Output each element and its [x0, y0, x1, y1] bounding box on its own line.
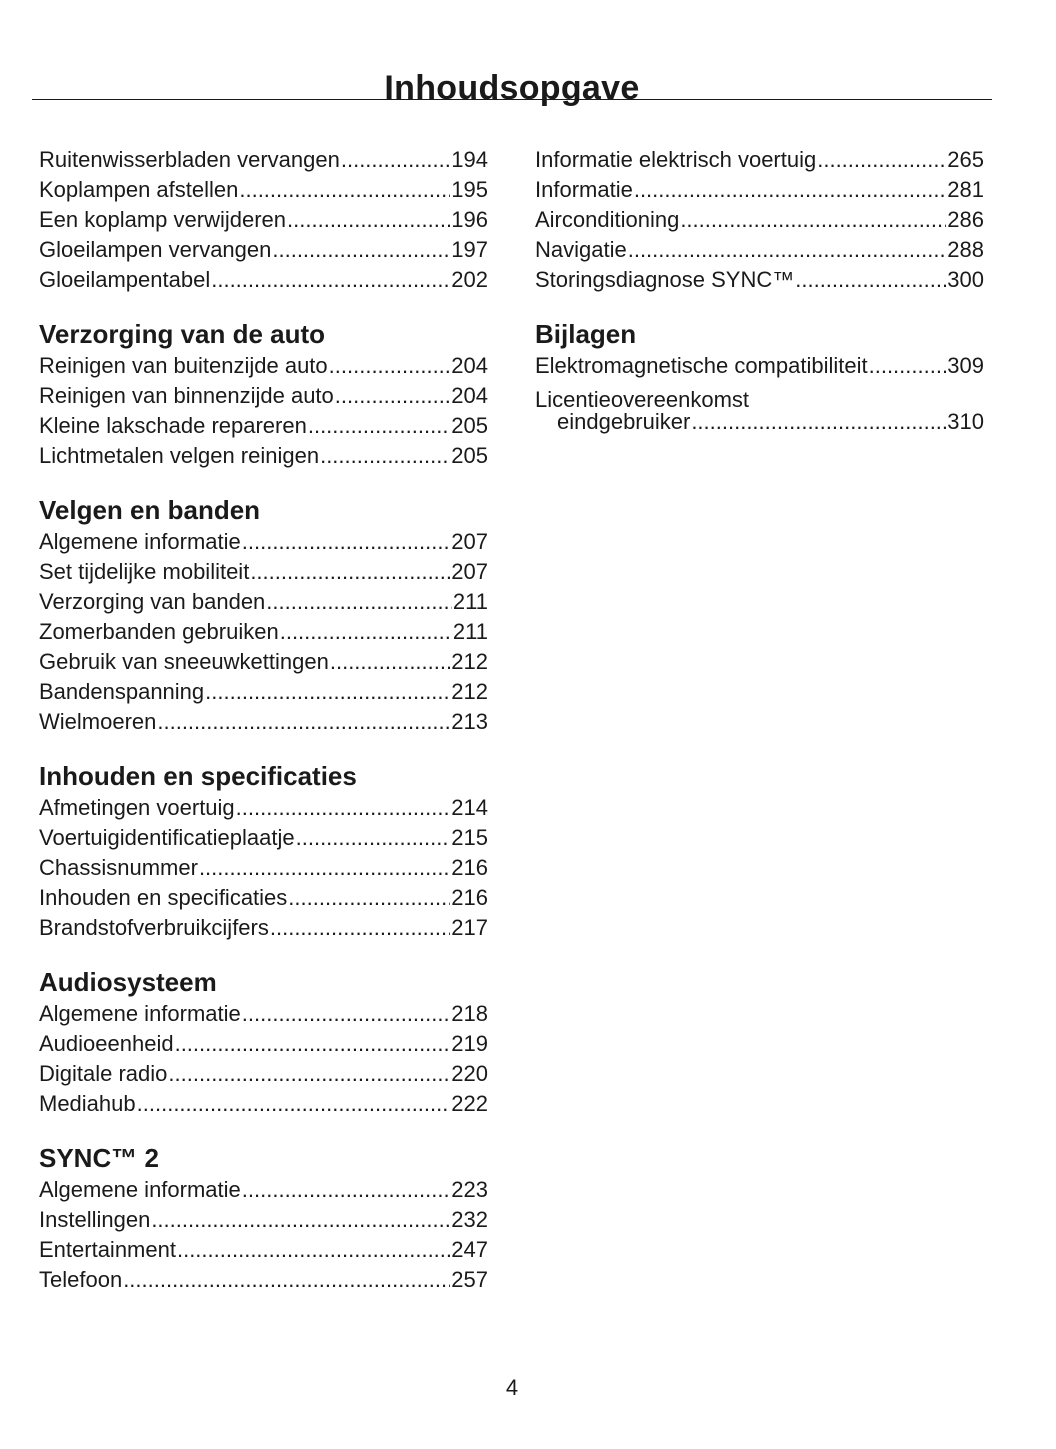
toc-entry[interactable]: Elektromagnetische compatibiliteit ..... 309	[535, 351, 984, 381]
toc-left-column	[39, 145, 488, 1317]
toc-section-verzorging	[39, 317, 488, 471]
page-number: 4	[505, 1375, 519, 1400]
dot-leader	[123, 1265, 450, 1295]
dot-leader	[205, 677, 450, 707]
toc-entry[interactable]: Kleine lakschade repareren ..... 205	[39, 411, 488, 441]
dot-leader	[177, 1235, 450, 1265]
dot-leader	[680, 205, 946, 235]
dot-leader	[817, 145, 946, 175]
toc-section-velgen	[39, 493, 488, 737]
toc-entry[interactable]: Wielmoeren ..... 213	[39, 707, 488, 737]
toc-entry[interactable]: Navigatie ..... 288	[535, 235, 984, 265]
dot-leader	[236, 793, 451, 823]
dot-leader	[157, 707, 450, 737]
page-title: Inhoudsopgave	[384, 68, 640, 107]
dot-leader	[869, 351, 947, 381]
toc-entry[interactable]: Gloeilampentabel ..... 202	[39, 265, 488, 295]
dot-leader	[280, 617, 452, 647]
dot-leader	[168, 1059, 450, 1089]
dot-leader	[296, 823, 451, 853]
toc-intro-list	[39, 145, 488, 295]
toc-entry[interactable]: Bandenspanning ..... 212	[39, 677, 488, 707]
toc-entry[interactable]: Algemene informatie ..... 218	[39, 999, 488, 1029]
toc-section-audio	[39, 965, 488, 1119]
dot-leader	[320, 441, 450, 471]
dot-leader	[137, 1089, 451, 1119]
toc-entry[interactable]: Storingsdiagnose SYNC™ ..... 300	[535, 265, 984, 295]
dot-leader	[151, 1205, 450, 1235]
toc-entry[interactable]: Gloeilampen vervangen ..... 197	[39, 235, 488, 265]
dot-leader	[175, 1029, 451, 1059]
dot-leader	[272, 235, 450, 265]
dot-leader	[287, 205, 450, 235]
toc-right-column	[535, 145, 984, 455]
dot-leader	[242, 999, 451, 1029]
dot-leader	[250, 557, 450, 587]
section-heading: Bijlagen	[535, 319, 637, 349]
title-divider	[32, 99, 992, 100]
toc-entry[interactable]: Reinigen van binnenzijde auto ..... 204	[39, 381, 488, 411]
dot-leader	[329, 351, 451, 381]
section-heading: SYNC™ 2	[39, 1143, 159, 1173]
toc-entry[interactable]: Mediahub ..... 222	[39, 1089, 488, 1119]
toc-entry[interactable]: Voertuigidentificatieplaatje ..... 215	[39, 823, 488, 853]
toc-entry[interactable]: Audioeenheid ..... 219	[39, 1029, 488, 1059]
toc-intro-list	[535, 145, 984, 295]
dot-leader	[634, 175, 946, 205]
toc-entry[interactable]: Ruitenwisserbladen vervangen ..... 194	[39, 145, 488, 175]
toc-entry[interactable]: Zomerbanden gebruiken ..... 211	[39, 617, 488, 647]
dot-leader	[242, 1175, 451, 1205]
dot-leader	[211, 265, 450, 295]
dot-leader	[266, 587, 452, 617]
toc-entry[interactable]: Telefoon ..... 257	[39, 1265, 488, 1295]
dot-leader	[242, 527, 451, 557]
toc-section-sync	[39, 1141, 488, 1295]
dot-leader	[335, 381, 451, 411]
toc-section-bijlagen	[535, 317, 984, 433]
toc-entry[interactable]: Inhouden en specificaties ..... 216	[39, 883, 488, 913]
dot-leader	[330, 647, 450, 677]
toc-entry[interactable]: Airconditioning ..... 286	[535, 205, 984, 235]
dot-leader	[239, 175, 450, 205]
toc-entry[interactable]: Digitale radio ..... 220	[39, 1059, 488, 1089]
dot-leader	[691, 411, 946, 433]
toc-entry[interactable]: Reinigen van buitenzijde auto ..... 204	[39, 351, 488, 381]
toc-entry[interactable]: Gebruik van sneeuwkettingen ..... 212	[39, 647, 488, 677]
toc-entry[interactable]: Lichtmetalen velgen reinigen ..... 205	[39, 441, 488, 471]
dot-leader	[628, 235, 947, 265]
toc-entry[interactable]: Set tijdelijke mobiliteit ..... 207	[39, 557, 488, 587]
toc-entry[interactable]: Brandstofverbruikcijfers ..... 217	[39, 913, 488, 943]
dot-leader	[341, 145, 450, 175]
dot-leader	[308, 411, 450, 441]
dot-leader	[795, 265, 946, 295]
toc-entry[interactable]: Een koplamp verwijderen ..... 196	[39, 205, 488, 235]
section-heading: Inhouden en specificaties	[39, 761, 357, 791]
toc-entry[interactable]: Algemene informatie ..... 207	[39, 527, 488, 557]
dot-leader	[288, 883, 450, 913]
toc-section-inhouden	[39, 759, 488, 943]
section-heading: Velgen en banden	[39, 495, 261, 525]
toc-entry[interactable]: Afmetingen voertuig ..... 214	[39, 793, 488, 823]
toc-entry[interactable]: Informatie ..... 281	[535, 175, 984, 205]
toc-entry[interactable]: Verzorging van banden ..... 211	[39, 587, 488, 617]
section-heading: Audiosysteem	[39, 967, 217, 997]
toc-entry[interactable]: Informatie elektrisch voertuig ..... 265	[535, 145, 984, 175]
section-heading: Verzorging van de auto	[39, 319, 326, 349]
toc-entry[interactable]: Koplampen afstellen ..... 195	[39, 175, 488, 205]
toc-entry[interactable]: Entertainment ..... 247	[39, 1235, 488, 1265]
toc-entry-wrapped[interactable]: Licentieovereenkomst eindgebruiker ..... 310	[535, 389, 984, 433]
toc-entry[interactable]: Chassisnummer ..... 216	[39, 853, 488, 883]
toc-entry[interactable]: Instellingen ..... 232	[39, 1205, 488, 1235]
dot-leader	[199, 853, 450, 883]
dot-leader	[270, 913, 450, 943]
toc-entry[interactable]: Algemene informatie ..... 223	[39, 1175, 488, 1205]
